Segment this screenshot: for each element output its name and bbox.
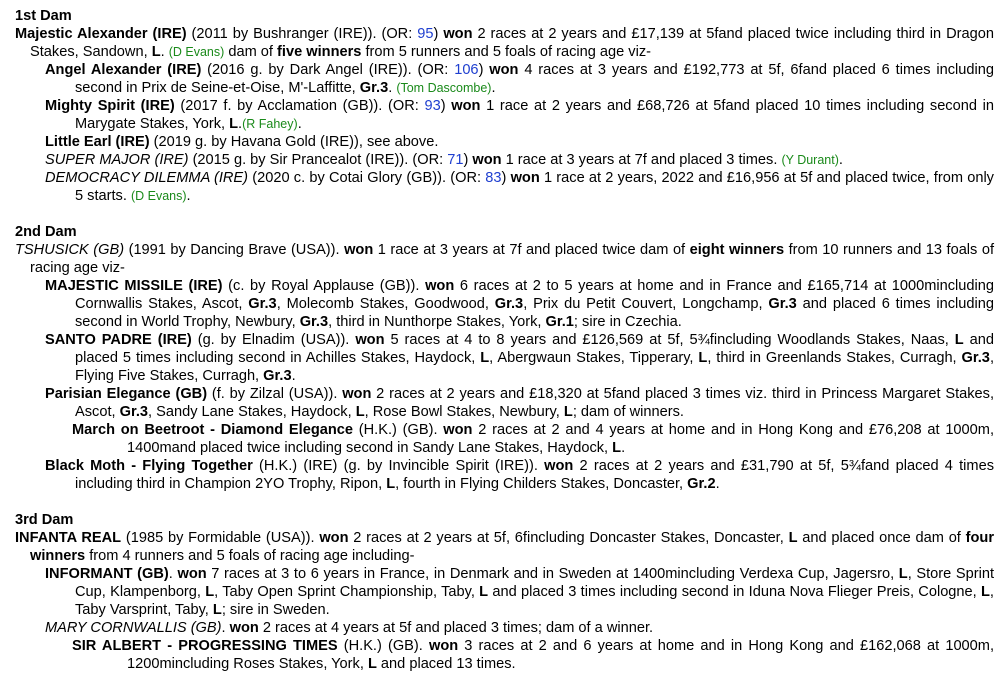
entry-text: , Abergwaun Stakes, Tipperary, (489, 350, 699, 366)
entry-text: 3 races at 2 and 6 years at home and in Hong Kong and £162,068 at 1000m, 1200mincluding Roses Stakes, York, (127, 638, 994, 672)
progeny-entry (45, 97, 994, 133)
section-heading-2nd-dam: 2nd Dam (15, 224, 77, 240)
entry-text: , Molecomb Stakes, Goodwood, (276, 296, 495, 312)
entry-text: ) (478, 62, 490, 78)
entry-text: . (838, 152, 843, 168)
entry-text: ) (501, 170, 511, 186)
entry-text: , third in Nunthorpe Stakes, York, (328, 314, 546, 330)
bold-text: Gr.3 (119, 404, 149, 420)
bold-text: won (544, 458, 574, 474)
bold-text: L (954, 332, 964, 348)
bold-text: L (563, 404, 573, 420)
trainer-note: (D Evans) (130, 189, 187, 203)
trainer-note: (D Evans) (168, 45, 225, 59)
bold-text: Black Moth - Flying Together (45, 458, 253, 474)
bold-text: L (212, 602, 222, 618)
bold-text: L (229, 116, 239, 132)
won-label: won (443, 26, 473, 42)
dam-details-2: ) (433, 26, 444, 42)
entry-text: (g. by Elnadim (USA)). (191, 332, 356, 348)
section-gap (15, 493, 994, 511)
progeny-entry (45, 457, 994, 493)
bold-text: eight winners (689, 242, 785, 258)
progeny-entry (45, 619, 994, 637)
progeny-name: DEMOCRACY DILEMMA (IRE) (45, 170, 249, 186)
bold-text: Gr.3 (359, 80, 389, 96)
entry-text: . (297, 116, 302, 132)
italic-name: TSHUSICK (GB) (15, 242, 125, 258)
bold-text: won (510, 170, 540, 186)
progeny-name: Mighty Spirit (IRE) (45, 98, 175, 114)
bold-text: L (367, 656, 377, 672)
bold-text: L (612, 440, 622, 456)
entry-text: 2 races at 2 years at 5f, 6fincluding Doncaster Stakes, Doncaster, (348, 530, 789, 546)
progeny-entry (72, 421, 994, 457)
progeny-entry (45, 277, 994, 331)
bold-text: L (788, 530, 798, 546)
entry-text: ) (463, 152, 473, 168)
entry-text: , Flying Five Stakes, Curragh, (75, 350, 994, 384)
entry-text: , third in Greenlands Stakes, Curragh, (707, 350, 962, 366)
bold-text: Gr.3 (768, 296, 797, 312)
entry-text: (H.K.) (GB). (337, 638, 429, 654)
section-heading-1st-dam: 1st Dam (15, 8, 72, 24)
entry-text: 2 races at 2 and 4 years at home and in Hong Kong and £76,208 at 1000m, 1400mand placed twice including second in Sandy Lane Stakes, Haydock, (127, 422, 994, 456)
entry-text: . (291, 368, 296, 384)
entry-text: . (621, 440, 626, 456)
entry-text: . (221, 620, 230, 636)
bold-text: won (443, 422, 473, 438)
entry-text: , fourth in Flying Childers Stakes, Doncaster, (395, 476, 688, 492)
dam-entry-3 (15, 529, 994, 565)
bold-text: won (428, 638, 459, 654)
entry-text: . (715, 476, 720, 492)
progeny-list-2nd-dam (15, 277, 994, 493)
section-heading-3rd-dam: 3rd Dam (15, 512, 74, 528)
entry-text: , Sandy Lane Stakes, Haydock, (148, 404, 356, 420)
entry-text: (2020 c. by Cotai Glory (GB)). (OR: (248, 170, 486, 186)
entry-text: 1 race at 2 years, 2022 and £16,956 at 5f and placed twice, from only 5 starts. (75, 170, 994, 204)
bold-text: won (425, 278, 455, 294)
italic-name: MARY CORNWALLIS (GB) (45, 620, 222, 636)
bold-text: Parisian Elegance (GB) (45, 386, 208, 402)
official-rating: 95 (417, 26, 434, 42)
bold-text: won (319, 530, 349, 546)
bold-text: L (479, 584, 489, 600)
entry-text: . (491, 80, 496, 96)
progeny-entry (45, 331, 994, 385)
entry-text: 2 races at 4 years at 5f and placed 3 times; dam of a winner. (258, 620, 654, 636)
winners-count: five winners (277, 44, 362, 60)
bold-text: won (229, 620, 259, 636)
entry-text: (2015 g. by Sir Prancealot (IRE)). (OR: (188, 152, 448, 168)
bold-text: Gr.3 (961, 350, 990, 366)
entry-text: 1 race at 3 years at 7f and placed twice dam of (373, 242, 690, 258)
progeny-entry (45, 385, 994, 421)
entry-text: , Taby Open Sprint Championship, Taby, (214, 584, 480, 600)
progeny-entry (45, 151, 994, 169)
entry-text: ; sire in Czechia. (573, 314, 682, 330)
bold-text: INFANTA REAL (15, 530, 122, 546)
bold-text: L (981, 584, 990, 600)
entry-text: (2017 f. by Acclamation (GB)). (OR: (174, 98, 425, 114)
entry-text: and placed 5 times including second in Achilles Stakes, Haydock, (75, 332, 994, 366)
entry-text: (2019 g. by Havana Gold (IRE)), see above. (149, 134, 439, 150)
entry-text: . (168, 566, 178, 582)
entry-text: (2016 g. by Dark Angel (IRE)). (OR: (201, 62, 455, 78)
dam-produce: dam of (224, 44, 278, 60)
entry-text: 2 races at 2 years and £18,320 at 5fand placed 3 times viz. third in Princess Margaret Stakes, Ascot, (75, 386, 994, 420)
entry-text: 2 races at 2 years and £31,790 at 5f, 5¾fand placed 4 times including third in Champion 2YO Trophy, Ripon, (75, 458, 994, 492)
progeny-entry (45, 169, 994, 205)
bold-text: won (472, 152, 502, 168)
progeny-list-1st-dam (15, 61, 994, 205)
entry-text: 1 race at 3 years at 7f and placed 3 times. (501, 152, 782, 168)
entry-text: from 10 runners and 13 foals of racing age viz- (30, 242, 995, 276)
dam-entry-2 (15, 241, 994, 277)
entry-text: and placed 3 times including second in Iduna Nova Flieger Preis, Cologne, (488, 584, 981, 600)
entry-text: , Rose Bowl Stakes, Newbury, (364, 404, 564, 420)
progeny-name: Little Earl (IRE) (45, 134, 150, 150)
entry-text: from 4 runners and 5 foals of racing age including- (85, 548, 415, 564)
entry-text: ; dam of winners. (572, 404, 684, 420)
progeny-entry (72, 637, 994, 673)
section-gap (15, 205, 994, 223)
entry-text: 6 races at 2 to 5 years at home and in France and £165,714 at 1000mincluding Cornwallis Stakes, Ascot, (75, 278, 995, 312)
progeny-name: SUPER MAJOR (IRE) (45, 152, 189, 168)
bold-text: L (355, 404, 365, 420)
entry-text: , Taby Varsprint, Taby, (75, 584, 994, 618)
bold-text: Gr.3 (299, 314, 329, 330)
bold-text: Gr.1 (545, 314, 574, 330)
entry-text: 5 races at 4 to 8 years and £126,569 at 5f, 5¾fincluding Woodlands Stakes, Naas, (384, 332, 955, 348)
bold-text: Gr.2 (687, 476, 716, 492)
official-rating: 83 (485, 170, 502, 186)
bold-text: L (480, 350, 490, 366)
bold-text: won (355, 332, 385, 348)
dam-name: Majestic Alexander (IRE) (15, 26, 187, 42)
trainer-note: (Tom Dascombe) (396, 81, 492, 95)
entry-text: 4 races at 3 years and £192,773 at 5f, 6fand placed 6 times including second in Prix de Seine-et-Oise, M'-Laffitte, (75, 62, 994, 96)
bold-text: won (489, 62, 519, 78)
dam-record: 2 races at 2 years and £17,139 at 5fand placed twice including third in Dragon Stakes, Sandown, (30, 26, 994, 60)
entry-text: ; sire in Sweden. (221, 602, 330, 618)
entry-text: . (186, 188, 191, 204)
bold-text: Gr.3 (494, 296, 524, 312)
bold-text: Gr.3 (248, 296, 277, 312)
progeny-name: Angel Alexander (IRE) (45, 62, 202, 78)
dam-produce-2: from 5 runners and 5 foals of racing age viz- (361, 44, 651, 60)
bold-text: L (698, 350, 708, 366)
official-rating: 106 (454, 62, 479, 78)
bold-text: L (386, 476, 396, 492)
bold-text: four winners (30, 530, 995, 564)
entry-text: and placed 6 times including second in World Trophy, Newbury, (75, 296, 994, 330)
entry-text: 7 races at 3 to 6 years in France, in Denmark and in Sweden at 1400mincluding Verdexa Cup, Jagersro, (206, 566, 899, 582)
entry-text: (1985 by Formidable (USA)). (121, 530, 320, 546)
bold-text: L (205, 584, 215, 600)
dam-entry-1 (15, 25, 994, 61)
entry-text: (1991 by Dancing Brave (USA)). (124, 242, 345, 258)
entry-text: and placed once dam of (797, 530, 966, 546)
progeny-entry (45, 565, 994, 619)
progeny-entry (45, 133, 994, 151)
entry-text: (c. by Royal Applause (GB)). (222, 278, 426, 294)
bold-text: INFORMANT (GB) (45, 566, 169, 582)
bold-text: won (344, 242, 374, 258)
bold-text: Gr.3 (263, 368, 292, 384)
entry-text: and placed 13 times. (376, 656, 516, 672)
entry-text: ) (440, 98, 452, 114)
entry-text: . (388, 80, 397, 96)
official-rating: 93 (424, 98, 441, 114)
bold-text: L (898, 566, 908, 582)
entry-text: (H.K.) (GB). (353, 422, 444, 438)
entry-text: . (238, 116, 243, 132)
bold-text: March on Beetroot - Diamond Elegance (72, 422, 354, 438)
entry-text: (f. by Zilzal (USA)). (207, 386, 343, 402)
trainer-note: (R Fahey) (242, 117, 298, 131)
entry-text: , Prix du Petit Couvert, Longchamp, (523, 296, 769, 312)
grade-label: L (151, 44, 161, 60)
bold-text: won (177, 566, 207, 582)
entry-text: , Store Sprint Cup, Klampenborg, (75, 566, 995, 600)
official-rating: 71 (447, 152, 464, 168)
bold-text: SANTO PADRE (IRE) (45, 332, 192, 348)
dam-details: (2011 by Bushranger (IRE)). (OR: (186, 26, 418, 42)
progeny-list-3rd-dam (15, 565, 994, 673)
progeny-entry (45, 61, 994, 97)
entry-text: (H.K.) (IRE) (g. by Invincible Spirit (IRE)). (252, 458, 545, 474)
trainer-note: (Y Durant) (781, 153, 839, 167)
bold-text: MAJESTIC MISSILE (IRE) (45, 278, 223, 294)
bold-text: won (342, 386, 372, 402)
bold-text: won (451, 98, 481, 114)
entry-text: 1 race at 2 years and £68,726 at 5fand placed 10 times including second in Marygate Stakes, York, (75, 98, 994, 132)
dam-details-3: . (160, 44, 169, 60)
bold-text: SIR ALBERT - PROGRESSING TIMES (72, 638, 338, 654)
